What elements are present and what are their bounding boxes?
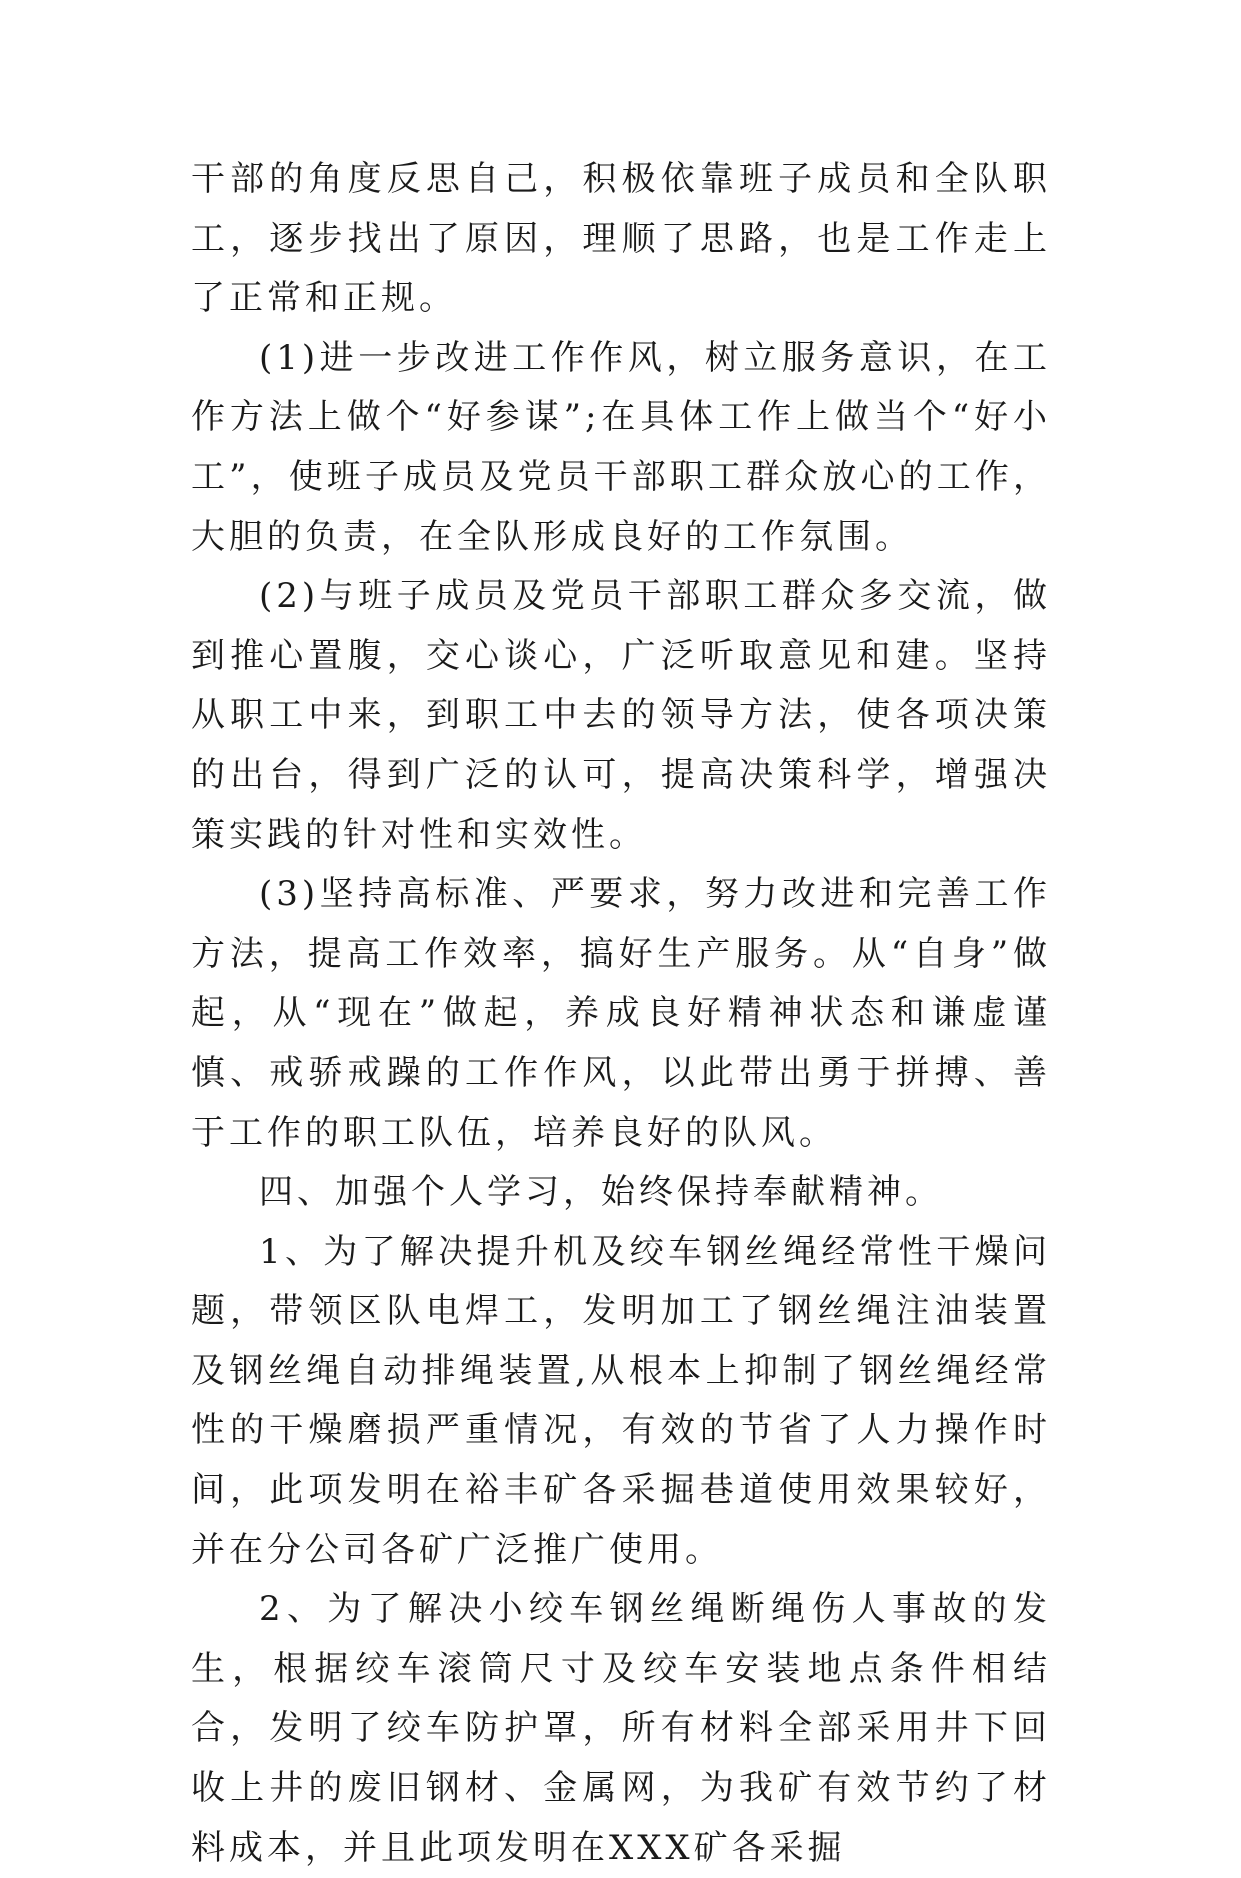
document-body: [191, 150, 1051, 1878]
paragraph-3: (2)与班子成员及党员干部职工群众多交流，做到推心置腹，交心谈心，广泛听取意见和建。坚持从职工中来，到职工中去的领导方法，使各项决策的出台，得到广泛的认可，提高决策科学，增强决策实践的针对性和实效性。: [191, 576, 1051, 855]
paragraph-2: (1)进一步改进工作作风，树立服务意识，在工作方法上做个“好参谋”;在具体工作上做当个“好小工”，使班子成员及党员干部职工群众放心的工作，大胆的负责，在全队形成良好的工作氛围。: [191, 337, 1051, 557]
section-heading: 四、加强个人学习，始终保持奉献精神。: [259, 1172, 943, 1213]
paragraph-4: (3)坚持高标准、严要求，努力改进和完善工作方法，提高工作效率，搞好生产服务。从“自身”做起，从“现在”做起，养成良好精神状态和谦虚谨慎、戒骄戒躁的工作作风，以此带出勇于拼搏、善于工作的职工队伍，培养良好的队风。: [191, 874, 1051, 1153]
paragraph-6: 2、为了解决小绞车钢丝绳断绳伤人事故的发生，根据绞车滚筒尺寸及绞车安装地点条件相结合，发明了绞车防护罩，所有材料全部采用井下回收上井的废旧钢材、金属网，为我矿有效节约了材料成本，并且此项发明在XXX矿各采掘: [191, 1589, 1051, 1868]
paragraph-1: 干部的角度反思自己，积极依靠班子成员和全队职工，逐步找出了原因，理顺了思路，也是工作走上了正常和正规。: [191, 159, 1051, 319]
paragraph-5: 1、为了解决提升机及绞车钢丝绳经常性干燥问题，带领区队电焊工，发明加工了钢丝绳注油装置及钢丝绳自动排绳装置,从根本上抑制了钢丝绳经常性的干燥磨损严重情况，有效的节省了人力操作时间，此项发明在裕丰矿各采掘巷道使用效果较好，并在分公司各矿广泛推广使用。: [191, 1231, 1051, 1570]
